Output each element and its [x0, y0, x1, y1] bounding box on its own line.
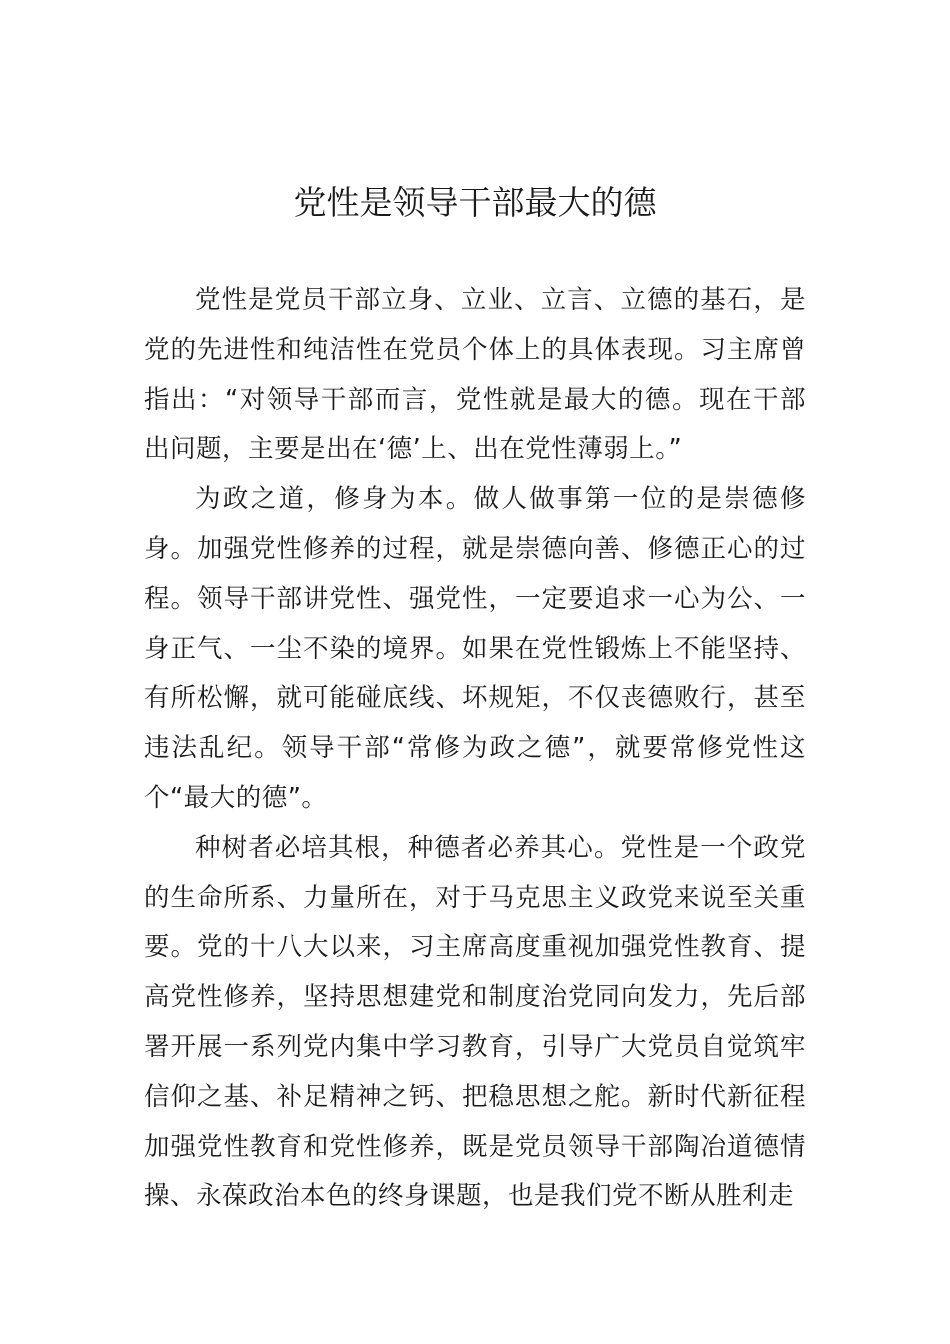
paragraph-2: 为政之道，修身为本。做人做事第一位的是崇德修身。加强党性修养的过程，就是崇德向善、修德正心的过程。领导干部讲党性、强党性，一定要追求一心为公、一身正气、一尘不染的境界。如果在党性锻炼上不能坚持、有所松懈，就可能碰底线、坏规矩，不仅丧德败行，甚至违法乱纪。领导干部“常修为政之德”，就要常修党性这个“最大的德”。	[144, 484, 806, 813]
paragraph-3: 种树者必培其根，种德者必养其心。党性是一个政党的生命所系、力量所在，对于马克思主义政党来说至关重要。党的十八大以来，习主席高度重视加强党性教育、提高党性修养，坚持思想建党和制度治党同向发力，先后部署开展一系列党内集中学习教育，引导广大党员自觉筑牢信仰之基、补足精神之钙、把稳思想之舵。新时代新征程加强党性教育和党性修养，既是党员领导干部陶冶道德情操、永葆政治本色的终身课题，也是我们党不断从胜利走	[144, 832, 806, 1212]
document-body	[144, 276, 806, 1222]
paragraph-1: 党性是党员干部立身、立业、立言、立德的基石，是党的先进性和纯洁性在党员个体上的具体表现。习主席曾指出：“对领导干部而言，党性就是最大的德。现在干部出问题，主要是出在‘德’上、出在党性薄弱上。”	[144, 285, 806, 465]
document-title: 党性是领导干部最大的德	[293, 183, 657, 222]
